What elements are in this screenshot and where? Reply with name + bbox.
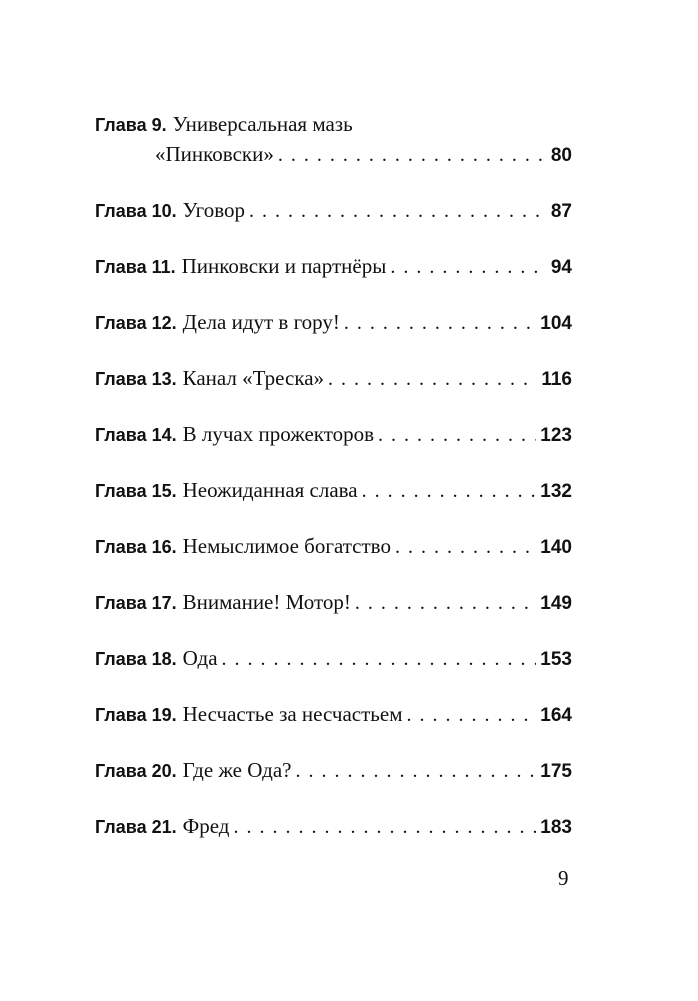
leader-dots (278, 144, 547, 167)
chapter-label: Глава 14. (95, 425, 177, 445)
toc-entry (95, 198, 572, 254)
leader-dots (406, 704, 536, 727)
chapter-label: Глава 19. (95, 705, 177, 725)
leader-dots (328, 368, 537, 391)
toc-entry (95, 534, 572, 590)
page-ref: 175 (540, 761, 572, 782)
chapter-label: Глава 13. (95, 369, 177, 389)
chapter-label: Глава 12. (95, 313, 177, 333)
chapter-title: Внимание! Мотор! (182, 590, 351, 614)
toc-entry (95, 254, 572, 310)
chapter-label: Глава 10. (95, 201, 177, 221)
page-ref: 183 (540, 817, 572, 838)
page-ref: 140 (540, 537, 572, 558)
page-ref: 87 (550, 201, 572, 222)
chapter-label: Глава 17. (95, 593, 177, 613)
chapter-label: Глава 15. (95, 481, 177, 501)
toc-entry (95, 758, 572, 814)
chapter-label: Глава 9. (95, 115, 167, 135)
chapter-label: Глава 18. (95, 649, 177, 669)
chapter-title: В лучах прожекторов (182, 422, 375, 446)
chapter-title: Немыслимое богатство (182, 534, 391, 558)
leader-dots (362, 480, 537, 503)
chapter-label: Глава 20. (95, 761, 177, 781)
chapter-label: Глава 16. (95, 537, 177, 557)
chapter-title: Дела идут в гору! (182, 310, 340, 334)
chapter-title: Канал «Треска» (182, 366, 325, 390)
toc-entry (95, 478, 572, 534)
chapter-title: Фред (182, 814, 230, 838)
toc-entry (95, 814, 572, 870)
leader-dots (395, 536, 536, 559)
toc-entry (95, 590, 572, 646)
page-number: 9 (558, 866, 569, 890)
leader-dots (390, 256, 547, 279)
page-ref: 80 (550, 145, 572, 166)
chapter-title: Неожиданная слава (182, 478, 358, 502)
toc-entry (95, 112, 572, 198)
chapter-label: Глава 21. (95, 817, 177, 837)
leader-dots (344, 312, 536, 335)
toc-entry (95, 702, 572, 758)
page-ref: 153 (540, 649, 572, 670)
leader-dots (378, 424, 536, 447)
toc-entry (95, 310, 572, 366)
chapter-title: Ода (182, 646, 218, 670)
leader-dots (233, 816, 536, 839)
chapter-title: Несчастье за несчастьем (182, 702, 403, 726)
table-of-contents (95, 112, 572, 870)
page-ref: 164 (540, 705, 572, 726)
toc-entry (95, 422, 572, 478)
page-ref: 149 (540, 593, 572, 614)
chapter-label: Глава 11. (95, 257, 176, 277)
toc-entry (95, 646, 572, 702)
leader-dots (355, 592, 536, 615)
page-ref: 94 (550, 257, 572, 278)
chapter-title: Пинковски и партнёры (181, 254, 387, 278)
chapter-title-continued: «Пинковски» (155, 142, 274, 166)
page-ref: 116 (541, 369, 572, 390)
page-ref: 132 (540, 481, 572, 502)
chapter-title: Где же Ода? (182, 758, 292, 782)
page-ref: 104 (540, 313, 572, 334)
leader-dots (222, 648, 537, 671)
leader-dots (249, 200, 547, 223)
leader-dots (295, 760, 536, 783)
toc-entry (95, 366, 572, 422)
chapter-title: Универсальная мазь (172, 112, 353, 136)
page-ref: 123 (540, 425, 572, 446)
chapter-title: Уговор (182, 198, 246, 222)
